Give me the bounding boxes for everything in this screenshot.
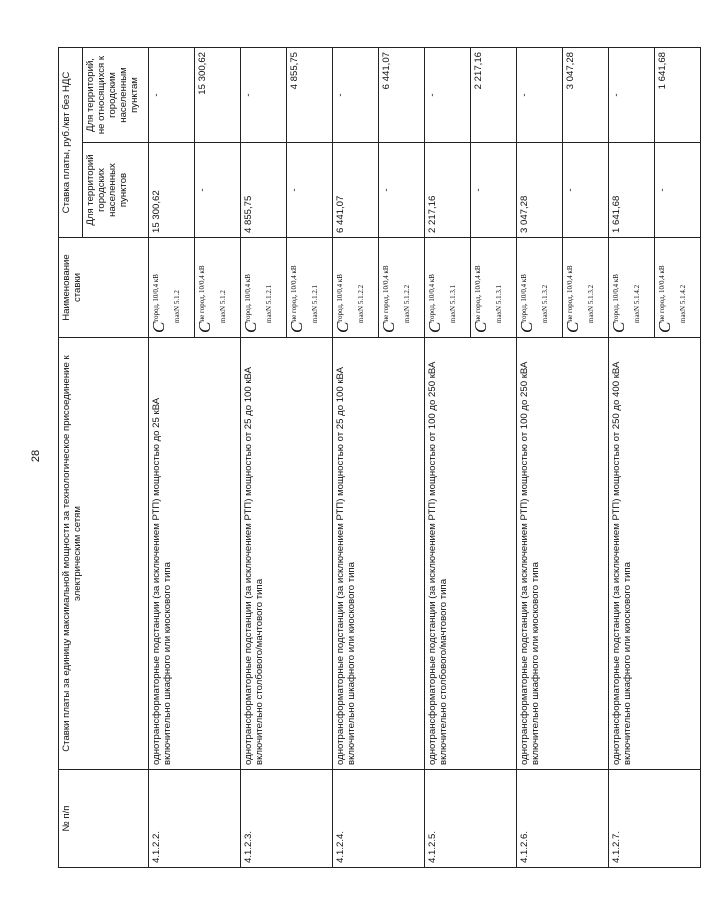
city-rate-value: 2 217,16 <box>425 143 471 238</box>
formula-symbol: C <box>563 321 582 333</box>
formula-subscript: maxN 5.1.3.1 <box>449 284 457 323</box>
formula-superscript: не город, 10/0,4 кВ <box>474 265 482 322</box>
rate-formula <box>287 238 333 338</box>
rate-formula <box>241 238 287 338</box>
row-number: 4.1.2.6. <box>517 770 609 868</box>
rural-rate-value: - <box>609 48 655 143</box>
rate-formula <box>379 238 425 338</box>
formula-superscript: не город, 10/0,4 кВ <box>198 265 206 322</box>
header-rural: Для территорий, не относящихся к городским населенным пунктам <box>83 48 149 143</box>
rural-rate-value: 6 441,07 <box>379 48 425 143</box>
city-rate-value: 15 300,62 <box>149 143 195 238</box>
rural-rate-value: - <box>333 48 379 143</box>
city-rate-value: - <box>287 143 333 238</box>
city-rate-value: 6 441,07 <box>333 143 379 238</box>
formula-symbol: C <box>195 321 214 333</box>
rural-rate-value: 2 217,16 <box>471 48 517 143</box>
formula-superscript: город, 10/0,4 кВ <box>244 274 252 322</box>
formula-subscript: maxN 5.1.2.2 <box>403 284 411 323</box>
formula-subscript: maxN 5.1.2.1 <box>311 284 319 323</box>
formula-symbol: C <box>471 321 490 333</box>
formula-superscript: город, 10/0,4 кВ <box>428 274 436 322</box>
formula-symbol: C <box>655 321 674 333</box>
rural-rate-value: 15 300,62 <box>195 48 241 143</box>
formula-subscript: maxN 5.1.2.2 <box>357 284 365 323</box>
city-rate-value: 1 641,68 <box>609 143 655 238</box>
formula-subscript: maxN 5.1.3.1 <box>495 284 503 323</box>
formula-symbol: C <box>333 321 352 333</box>
rural-rate-value: 1 641,68 <box>655 48 701 143</box>
rural-rate-value: - <box>149 48 195 143</box>
formula-superscript: не город, 10/0,4 кВ <box>382 265 390 322</box>
header-number: № п/п <box>59 770 149 868</box>
row-description: однотрансформаторные подстанции (за исключением РТП) мощностью от 250 до 400 кВА включительно шкафного или киоскового типа <box>609 338 701 770</box>
rural-rate-value: 3 047,28 <box>563 48 609 143</box>
rural-rate-value: - <box>241 48 287 143</box>
header-rate-name: Наименование ставки <box>59 238 149 338</box>
formula-symbol: C <box>517 321 536 333</box>
formula-superscript: не город, 10/0,4 кВ <box>658 265 666 322</box>
rotated-table-sheet <box>58 48 687 868</box>
row-number: 4.1.2.4. <box>333 770 425 868</box>
row-description: однотрансформаторные подстанции (за исключением РТП) мощностью от 100 до 250 кВА включительно столбового/мачтового типа <box>425 338 517 770</box>
rate-formula <box>655 238 701 338</box>
city-rate-value: - <box>195 143 241 238</box>
table-row <box>149 48 195 868</box>
rate-formula <box>563 238 609 338</box>
table-row <box>425 48 471 868</box>
row-number: 4.1.2.5. <box>425 770 517 868</box>
table-row <box>517 48 563 868</box>
row-number: 4.1.2.7. <box>609 770 701 868</box>
table-body <box>149 48 701 868</box>
formula-superscript: город, 10/0,4 кВ <box>336 274 344 322</box>
formula-symbol: C <box>241 321 260 333</box>
formula-superscript: город, 10/0,4 кВ <box>520 274 528 322</box>
city-rate-value: - <box>471 143 517 238</box>
rate-formula <box>333 238 379 338</box>
formula-superscript: не город, 10/0,4 кВ <box>566 265 574 322</box>
header-city: Для территорий городских населенных пунктов <box>83 143 149 238</box>
rate-formula <box>517 238 563 338</box>
formula-symbol: C <box>287 321 306 333</box>
header-rate: Ставка платы, руб./квт без НДС <box>59 48 83 238</box>
row-number: 4.1.2.2. <box>149 770 241 868</box>
row-number: 4.1.2.3. <box>241 770 333 868</box>
city-rate-value: - <box>563 143 609 238</box>
rate-formula <box>609 238 655 338</box>
formula-superscript: город, 10/0,4 кВ <box>152 274 160 322</box>
table-row <box>609 48 655 868</box>
formula-subscript: maxN 5.1.3.2 <box>587 284 595 323</box>
row-description: однотрансформаторные подстанции (за исключением РТП) мощностью от 100 до 250 кВА включительно шкафного или киоскового типа <box>517 338 609 770</box>
city-rate-value: - <box>655 143 701 238</box>
formula-subscript: maxN 5.1.2 <box>173 290 181 323</box>
table-row <box>333 48 379 868</box>
rate-formula <box>471 238 517 338</box>
rate-formula <box>195 238 241 338</box>
formula-subscript: maxN 5.1.2.1 <box>265 284 273 323</box>
formula-subscript: maxN 5.1.4.2 <box>679 284 687 323</box>
rural-rate-value: - <box>425 48 471 143</box>
formula-symbol: C <box>149 321 168 333</box>
formula-superscript: город, 10/0,4 кВ <box>612 274 620 322</box>
city-rate-value: - <box>379 143 425 238</box>
formula-subscript: maxN 5.1.2 <box>219 290 227 323</box>
formula-superscript: не город, 10/0,4 кВ <box>290 265 298 322</box>
formula-subscript: maxN 5.1.4.2 <box>633 284 641 323</box>
row-description: однотрансформаторные подстанции (за исключением РТП) мощностью до 25 кВА включительно шкафного или киоскового типа <box>149 338 241 770</box>
formula-symbol: C <box>379 321 398 333</box>
city-rate-value: 4 855,75 <box>241 143 287 238</box>
city-rate-value: 3 047,28 <box>517 143 563 238</box>
row-description: однотрансформаторные подстанции (за исключением РТП) мощностью от 25 до 100 кВА включительно столбового/мачтового типа <box>241 338 333 770</box>
header-description: Ставки платы за единицу максимальной мощности за технологическое присоединение к электрическим сетям <box>59 338 149 770</box>
table-row <box>241 48 287 868</box>
row-description: однотрансформаторные подстанции (за исключением РТП) мощностью от 25 до 100 кВА включительно шкафного или киоскового типа <box>333 338 425 770</box>
formula-symbol: C <box>425 321 444 333</box>
rate-formula <box>425 238 471 338</box>
formula-subscript: maxN 5.1.3.2 <box>541 284 549 323</box>
rural-rate-value: - <box>517 48 563 143</box>
formula-symbol: C <box>609 321 628 333</box>
rural-rate-value: 4 855,75 <box>287 48 333 143</box>
rate-formula <box>149 238 195 338</box>
tariff-table <box>58 47 701 868</box>
page-number: 28 <box>30 449 42 463</box>
